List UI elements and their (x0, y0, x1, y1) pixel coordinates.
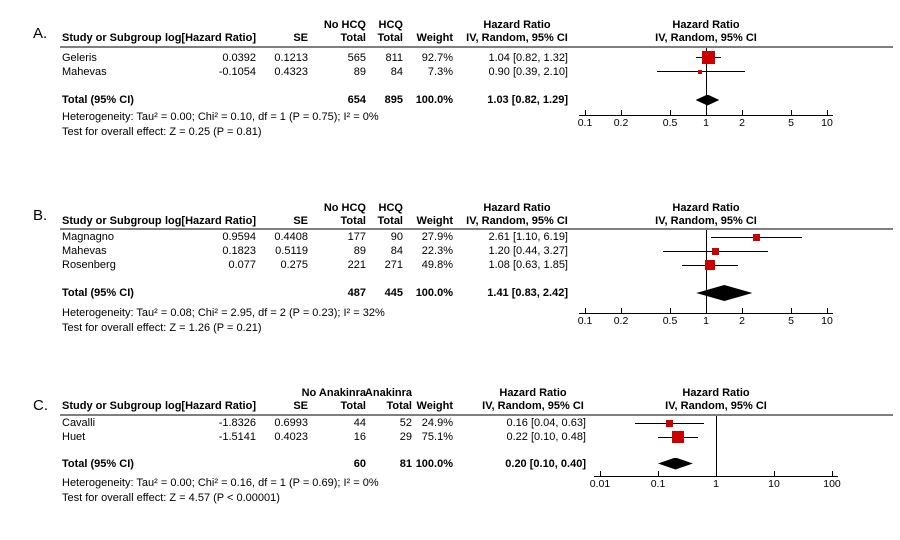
study-ci-text: 0.90 [0.39, 2.10] (488, 66, 568, 78)
col-header-weight: Weight (416, 32, 453, 44)
col-header-total1: Total (340, 400, 366, 412)
axis-line (579, 313, 833, 314)
study-total1: 177 (347, 231, 366, 243)
study-total1: 221 (347, 259, 366, 271)
axis-tick (670, 308, 671, 313)
study-total2: 90 (390, 231, 403, 243)
axis-tick (827, 110, 828, 115)
axis-tick-label: 10 (821, 117, 833, 129)
col-header-weight: Weight (416, 400, 453, 412)
study-total2: 811 (385, 52, 403, 64)
axis-tick-label: 2 (739, 315, 745, 327)
col-header-ci-plot: IV, Random, 95% CI (655, 32, 757, 44)
study-ci-text: 0.22 [0.10, 0.48] (506, 431, 586, 443)
axis-tick (658, 471, 659, 476)
study-weight: 24.9% (421, 417, 453, 429)
axis-tick (742, 110, 743, 115)
effect-square (712, 248, 719, 255)
total-ci-text: 1.41 [0.83, 2.42] (487, 287, 568, 299)
study-loghr: 0.077 (228, 259, 256, 271)
axis-tick-label: 100 (823, 478, 841, 490)
study-weight: 22.3% (421, 245, 453, 257)
col-header-ci-plot: IV, Random, 95% CI (655, 215, 757, 227)
study-name: Rosenberg (62, 259, 116, 271)
null-effect-line (716, 416, 717, 476)
study-se: 0.6993 (274, 417, 308, 429)
study-total1: 44 (353, 417, 366, 429)
col-header-total2: Total (377, 215, 403, 227)
study-se: 0.4408 (274, 231, 308, 243)
total-ci-text: 1.03 [0.82, 1.29] (487, 94, 568, 106)
study-total1: 16 (353, 431, 366, 443)
study-loghr: -1.5141 (218, 431, 256, 443)
header-rule (60, 228, 893, 230)
summary-diamond (658, 458, 693, 470)
group-header-control: No HCQ (323, 19, 366, 31)
study-name: Mahevas (62, 66, 107, 78)
col-header-total1: Total (340, 215, 366, 227)
col-header-se: SE (293, 215, 308, 227)
total-label: Total (95% CI) (62, 94, 134, 106)
axis-tick (742, 308, 743, 313)
panel-b-label: B. (33, 207, 48, 224)
effect-square (698, 70, 702, 74)
col-header-ci-text: IV, Random, 95% CI (466, 215, 568, 227)
axis-tick-label: 0.2 (613, 315, 629, 327)
col-header-ci-text: IV, Random, 95% CI (466, 32, 568, 44)
study-loghr: 0.0392 (222, 52, 256, 64)
axis-tick-label: 0.01 (589, 478, 611, 490)
study-total2: 84 (390, 66, 403, 78)
group-header-control: No Anakinra (301, 387, 366, 399)
col-header-loghr: log[Hazard Ratio] (164, 400, 256, 412)
study-se: 0.1213 (274, 52, 308, 64)
axis-tick-label: 0.2 (613, 117, 629, 129)
total-total1: 487 (347, 287, 366, 299)
axis-tick-label: 10 (821, 315, 833, 327)
effect-header-plot-col: Hazard Ratio (672, 202, 740, 214)
study-ci-text: 2.61 [1.10, 6.19] (488, 231, 568, 243)
axis-tick-label: 0.5 (662, 117, 678, 129)
axis-tick (774, 471, 775, 476)
col-header-weight: Weight (416, 215, 453, 227)
header-rule (60, 414, 893, 416)
study-total1: 89 (353, 245, 366, 257)
col-header-ci-plot: IV, Random, 95% CI (665, 400, 767, 412)
effect-header-plot-col: Hazard Ratio (682, 387, 750, 399)
col-header-total1: Total (340, 32, 366, 44)
effect-header-text-col: Hazard Ratio (483, 202, 551, 214)
study-se: 0.4323 (274, 66, 308, 78)
study-loghr: 0.1823 (222, 245, 256, 257)
study-name: Cavalli (62, 417, 96, 429)
axis-tick-label: 5 (788, 315, 794, 327)
col-header-se: SE (293, 400, 308, 412)
axis-line (579, 115, 833, 116)
total-total2: 81 (399, 458, 412, 470)
axis-tick-label: 0.1 (577, 117, 593, 129)
axis-tick-label: 10 (768, 478, 780, 490)
group-header-treatment: Anakinra (364, 387, 412, 399)
study-name: Huet (62, 431, 86, 443)
study-total2: 271 (384, 259, 403, 271)
axis-tick-label: 1 (703, 117, 709, 129)
total-total1: 60 (353, 458, 366, 470)
study-loghr: -0.1054 (218, 66, 256, 78)
axis-tick-label: 5 (788, 117, 794, 129)
axis-tick (621, 308, 622, 313)
total-weight: 100.0% (415, 458, 453, 470)
total-total2: 445 (384, 287, 403, 299)
study-name: Magnagno (62, 231, 114, 243)
study-se: 0.275 (280, 259, 308, 271)
summary-diamond (696, 95, 720, 106)
heterogeneity-text: Heterogeneity: Tau² = 0.08; Chi² = 2.95, df = 2 (P = 0.23); I² = 32% (62, 307, 385, 319)
study-weight: 49.8% (421, 259, 453, 271)
axis-tick-label: 1 (713, 478, 719, 490)
col-header-total2: Total (377, 32, 403, 44)
total-weight: 100.0% (415, 287, 453, 299)
overall-effect-text: Test for overall effect: Z = 0.25 (P = 0.81) (62, 126, 262, 138)
study-loghr: 0.9594 (222, 231, 256, 243)
effect-header-plot-col: Hazard Ratio (672, 19, 740, 31)
panel-a-label: A. (33, 25, 48, 42)
null-effect-line (706, 230, 707, 313)
col-header-loghr: log[Hazard Ratio] (164, 32, 256, 44)
axis-tick-label: 0.5 (662, 315, 678, 327)
total-label: Total (95% CI) (62, 287, 134, 299)
study-weight: 7.3% (427, 66, 453, 78)
study-weight: 27.9% (421, 231, 453, 243)
axis-tick (670, 110, 671, 115)
col-header-ci-text: IV, Random, 95% CI (482, 400, 584, 412)
study-weight: 92.7% (421, 52, 453, 64)
effect-square (702, 51, 715, 64)
group-header-treatment: HCQ (378, 19, 403, 31)
study-total2: 84 (390, 245, 403, 257)
col-header-study: Study or Subgroup (62, 215, 162, 227)
axis-tick-label: 0.1 (650, 478, 666, 490)
heterogeneity-text: Heterogeneity: Tau² = 0.00; Chi² = 0.10, df = 1 (P = 0.75); I² = 0% (62, 111, 379, 123)
study-total1: 89 (353, 66, 366, 78)
axis-tick-label: 1 (703, 315, 709, 327)
study-name: Mahevas (62, 245, 107, 257)
axis-tick (791, 308, 792, 313)
group-header-treatment: HCQ (378, 202, 403, 214)
study-ci-text: 1.20 [0.44, 3.27] (488, 245, 568, 257)
group-header-control: No HCQ (323, 202, 366, 214)
study-se: 0.5119 (275, 245, 308, 257)
axis-tick (585, 110, 586, 115)
study-total2: 52 (399, 417, 412, 429)
axis-tick (832, 471, 833, 476)
axis-tick (621, 110, 622, 115)
summary-diamond (696, 285, 752, 301)
col-header-study: Study or Subgroup (62, 32, 162, 44)
axis-tick (791, 110, 792, 115)
panel-c-label: C. (33, 397, 48, 414)
header-rule (60, 46, 893, 48)
axis-tick-label: 2 (739, 117, 745, 129)
overall-effect-text: Test for overall effect: Z = 1.26 (P = 0.21) (62, 322, 262, 334)
effect-square (666, 420, 673, 427)
study-name: Geleris (62, 52, 97, 64)
effect-square (705, 260, 715, 270)
effect-header-text-col: Hazard Ratio (483, 19, 551, 31)
col-header-loghr: log[Hazard Ratio] (164, 215, 256, 227)
study-weight: 75.1% (421, 431, 453, 443)
effect-square (753, 234, 760, 241)
study-ci-text: 0.16 [0.04, 0.63] (506, 417, 586, 429)
overall-effect-text: Test for overall effect: Z = 4.57 (P < 0.00001) (62, 492, 280, 504)
axis-tick (827, 308, 828, 313)
axis-tick-label: 0.1 (577, 315, 593, 327)
total-total2: 895 (384, 94, 403, 106)
study-ci-text: 1.08 [0.63, 1.85] (488, 259, 568, 271)
total-ci-text: 0.20 [0.10, 0.40] (505, 458, 586, 470)
study-ci-text: 1.04 [0.82, 1.32] (488, 52, 568, 64)
total-total1: 654 (347, 94, 366, 106)
total-label: Total (95% CI) (62, 458, 134, 470)
col-header-total2: Total (386, 400, 412, 412)
axis-line (594, 476, 838, 477)
effect-square (672, 431, 684, 443)
total-weight: 100.0% (415, 94, 453, 106)
effect-header-text-col: Hazard Ratio (499, 387, 567, 399)
axis-tick (585, 308, 586, 313)
heterogeneity-text: Heterogeneity: Tau² = 0.00; Chi² = 0.16, df = 1 (P = 0.69); I² = 0% (62, 477, 379, 489)
axis-tick (600, 471, 601, 476)
study-total2: 29 (399, 431, 412, 443)
study-se: 0.4023 (274, 431, 308, 443)
col-header-study: Study or Subgroup (62, 400, 162, 412)
study-loghr: -1.8326 (218, 417, 256, 429)
col-header-se: SE (293, 32, 308, 44)
study-total1: 565 (347, 52, 366, 64)
